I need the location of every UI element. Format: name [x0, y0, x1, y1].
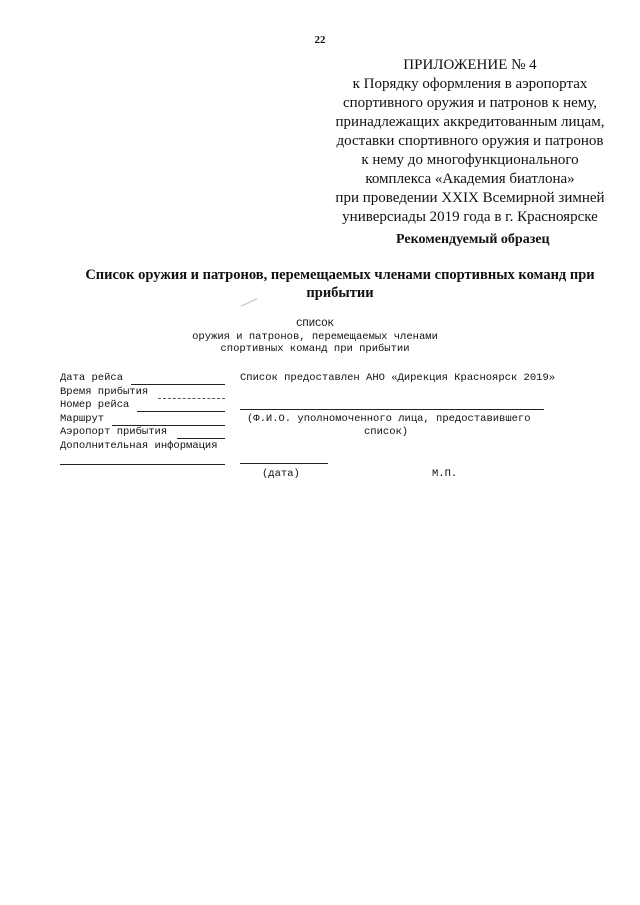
form-heading [170, 318, 460, 356]
recommended-sample-label: Рекомендуемый образец [396, 232, 550, 247]
additional-info-label: Дополнительная информация [60, 440, 218, 452]
signer-caption-line1: (Ф.И.О. уполномоченного лица, предоставившего [247, 413, 531, 425]
appendix-line: при проведении XXIX Всемирной зимней [335, 190, 605, 206]
appendix-title: ПРИЛОЖЕНИЕ № 4 [403, 57, 537, 73]
appendix-line: доставки спортивного оружия и патронов [336, 133, 604, 149]
form-heading-line: СПИСОК [296, 318, 334, 330]
arrival-time-label: Время прибытия [60, 386, 149, 398]
route-label: Маршрут [60, 413, 105, 425]
document-title: Список оружия и патронов, перемещаемых членами спортивных команд при прибытии [85, 267, 595, 301]
flight-date-field[interactable] [131, 384, 225, 385]
flight-date-label: Дата рейса [60, 372, 124, 384]
appendix-line: к нему до многофункционального [361, 152, 579, 168]
appendix-line: комплекса «Академия биатлона» [365, 171, 575, 187]
page-number: 22 [314, 34, 326, 46]
additional-info-field[interactable] [60, 464, 225, 465]
flight-number-field[interactable] [137, 411, 225, 412]
date-field[interactable] [240, 463, 328, 464]
appendix-line: универсиады 2019 года в г. Красноярске [342, 209, 598, 225]
appendix-line: к Порядку оформления в аэропортах [352, 76, 588, 92]
signer-name-field[interactable] [240, 409, 544, 410]
provided-by-text: Список предоставлен АНО «Дирекция Красноярск 2019» [240, 372, 556, 384]
form-heading-line: спортивных команд при прибытии [220, 343, 410, 355]
form-heading-line: оружия и патронов, перемещаемых членами [192, 330, 438, 343]
signer-caption-line2: список) [364, 426, 409, 438]
appendix-block [320, 56, 620, 227]
date-caption: (дата) [262, 468, 300, 480]
appendix-line: принадлежащих аккредитованным лицам, [335, 114, 605, 130]
arrival-airport-label: Аэропорт прибытия [60, 426, 168, 438]
arrival-airport-field[interactable] [177, 438, 225, 439]
flight-number-label: Номер рейса [60, 399, 130, 411]
appendix-line: спортивного оружия и патронов к нему, [343, 95, 597, 111]
arrival-time-field[interactable] [158, 398, 225, 399]
stamp-place-label: М.П. [432, 468, 458, 480]
